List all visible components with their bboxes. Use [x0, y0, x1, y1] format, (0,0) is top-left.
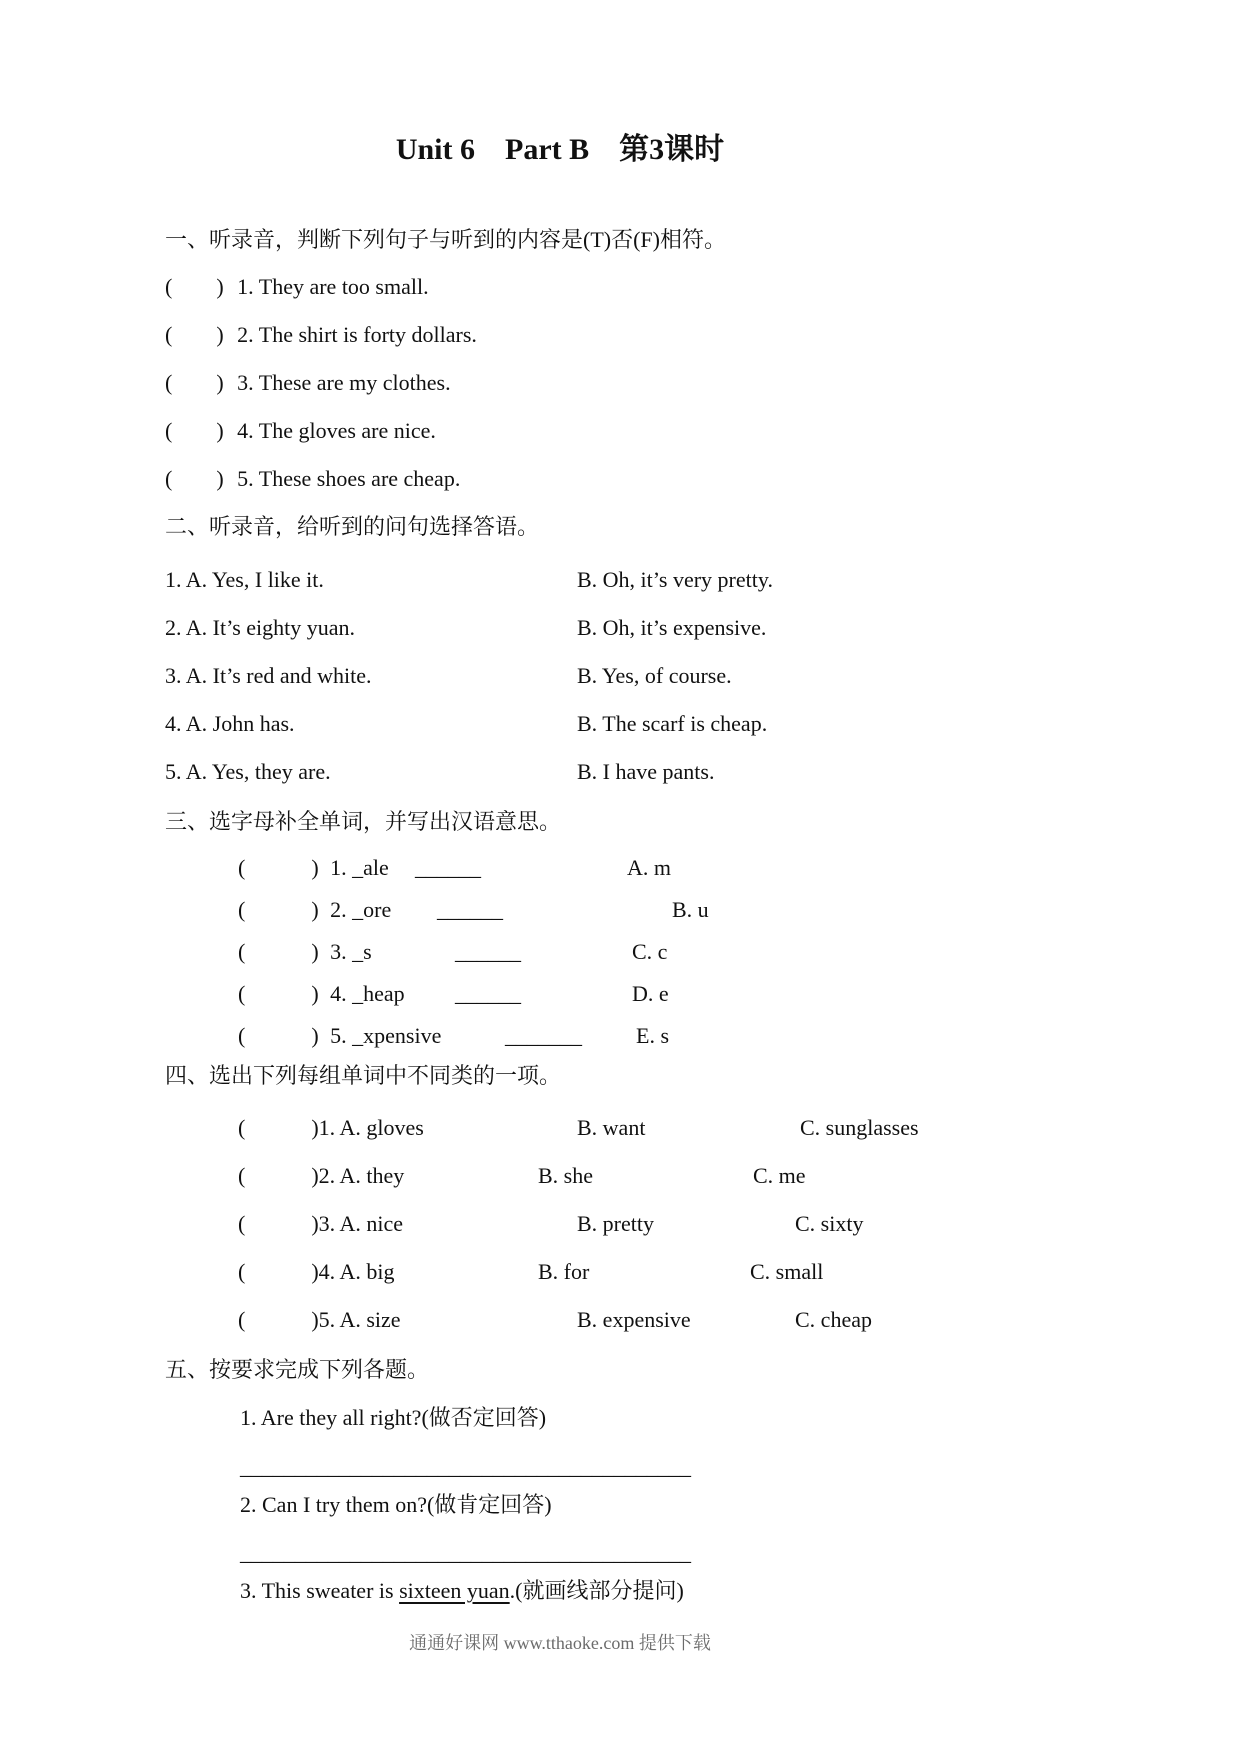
- worksheet-page: [165, 0, 955, 1656]
- rewrite-item-text: 1. Are they all right?(做否定回答): [240, 1405, 547, 1430]
- option-a: 1. A. Yes, I like it.: [165, 567, 324, 592]
- option-c: C. me: [753, 1163, 806, 1188]
- letter-option: E. s: [636, 1023, 669, 1048]
- listening-item-text: 2. The shirt is forty dollars.: [237, 322, 477, 347]
- listening-item-text: 4. The gloves are nice.: [237, 418, 436, 443]
- rewrite-item: [165, 1490, 955, 1520]
- word-row: [165, 853, 955, 883]
- option-a: 3. A. It’s red and white.: [165, 663, 372, 688]
- letter-option: B. u: [672, 897, 709, 922]
- answer-bracket: ( ): [238, 1259, 319, 1284]
- option-b: B. Oh, it’s expensive.: [577, 615, 767, 640]
- option-b: B. expensive: [577, 1307, 691, 1332]
- underlined-phrase: sixteen yuan: [399, 1578, 510, 1603]
- answer-bracket: ( ): [165, 370, 224, 395]
- letter-option: A. m: [627, 855, 671, 880]
- option-a: 1. A. gloves: [318, 1115, 424, 1140]
- option-a: 4. A. John has.: [165, 711, 295, 736]
- footer-credit: 通通好课网 www.tthaoke.com 提供下载: [409, 1633, 711, 1653]
- rewrite-item: [165, 1576, 955, 1606]
- listening-item: [165, 272, 955, 302]
- answer-blank-line: [165, 1538, 955, 1568]
- meaning-blank: ______: [415, 855, 481, 880]
- word-row: [165, 1021, 955, 1051]
- letter-option: D. e: [632, 981, 669, 1006]
- word-stem: 3. _s: [330, 939, 372, 964]
- meaning-blank: ______: [437, 897, 503, 922]
- rewrite-item-text: 2. Can I try them on?(做肯定回答): [240, 1492, 552, 1517]
- blank-line-text: _________________________________________: [240, 1454, 691, 1479]
- option-a: 5. A. size: [318, 1307, 401, 1332]
- section1-heading: 一、听录音，判断下列句子与听到的内容是(T)否(F)相符。: [165, 227, 726, 252]
- option-b: B. The scarf is cheap.: [577, 711, 768, 736]
- option-c: C. small: [750, 1259, 824, 1284]
- blank-line-text: _________________________________________: [240, 1540, 691, 1565]
- option-b: B. want: [577, 1115, 646, 1140]
- option-b: B. Oh, it’s very pretty.: [577, 567, 773, 592]
- answer-bracket: ( ): [238, 1163, 319, 1188]
- letter-option: C. c: [632, 939, 668, 964]
- answer-bracket: ( ): [165, 322, 224, 347]
- option-a: 5. A. Yes, they are.: [165, 759, 331, 784]
- rewrite-item: [165, 1403, 955, 1433]
- section3-heading: 三、选字母补全单词，并写出汉语意思。: [165, 809, 562, 834]
- answer-bracket: ( ): [238, 1023, 319, 1048]
- choice-row: [165, 757, 955, 787]
- odd-one-out-row: [165, 1161, 955, 1191]
- rewrite-item-prefix: 3. This sweater is: [240, 1578, 400, 1603]
- answer-bracket: ( ): [238, 939, 319, 964]
- option-b: B. Yes, of course.: [577, 663, 732, 688]
- odd-one-out-row: [165, 1209, 955, 1239]
- answer-bracket: ( ): [165, 274, 224, 299]
- odd-one-out-row: [165, 1113, 955, 1143]
- answer-bracket: ( ): [238, 855, 319, 880]
- page-title: Unit 6 Part B 第3课时: [395, 133, 725, 166]
- option-c: C. sixty: [795, 1211, 864, 1236]
- section4-heading: 四、选出下列每组单词中不同类的一项。: [165, 1063, 562, 1088]
- listening-item: [165, 464, 955, 494]
- meaning-blank: ______: [455, 981, 521, 1006]
- odd-one-out-row: [165, 1257, 955, 1287]
- option-c: C. sunglasses: [800, 1115, 919, 1140]
- word-row: [165, 937, 955, 967]
- choice-row: [165, 661, 955, 691]
- rewrite-item-suffix: .(就画线部分提问): [509, 1578, 684, 1603]
- answer-bracket: ( ): [238, 1307, 319, 1332]
- option-b: B. for: [538, 1259, 590, 1284]
- option-a: 2. A. they: [318, 1163, 405, 1188]
- odd-one-out-row: [165, 1305, 955, 1335]
- listening-item: [165, 320, 955, 350]
- choice-row: [165, 613, 955, 643]
- meaning-blank: ______: [455, 939, 521, 964]
- choice-row: [165, 709, 955, 739]
- answer-bracket: ( ): [238, 897, 319, 922]
- meaning-blank: _______: [505, 1023, 582, 1048]
- answer-bracket: ( ): [165, 466, 224, 491]
- option-a: 4. A. big: [318, 1259, 395, 1284]
- listening-item-text: 5. These shoes are cheap.: [237, 466, 461, 491]
- answer-blank-line: [165, 1452, 955, 1482]
- listening-item-text: 3. These are my clothes.: [237, 370, 451, 395]
- word-stem: 1. _ale: [330, 855, 389, 880]
- word-row: [165, 979, 955, 1009]
- option-b: B. she: [538, 1163, 593, 1188]
- answer-bracket: ( ): [165, 418, 224, 443]
- listening-item-text: 1. They are too small.: [237, 274, 429, 299]
- answer-bracket: ( ): [238, 1211, 319, 1236]
- word-stem: 5. _xpensive: [330, 1023, 442, 1048]
- option-b: B. I have pants.: [577, 759, 715, 784]
- word-stem: 2. _ore: [330, 897, 392, 922]
- section5-heading: 五、按要求完成下列各题。: [165, 1357, 430, 1382]
- option-a: 3. A. nice: [318, 1211, 403, 1236]
- option-b: B. pretty: [577, 1211, 654, 1236]
- choice-row: [165, 565, 955, 595]
- word-stem: 4. _heap: [330, 981, 405, 1006]
- answer-bracket: ( ): [238, 981, 319, 1006]
- option-c: C. cheap: [795, 1307, 872, 1332]
- listening-item: [165, 416, 955, 446]
- listening-item: [165, 368, 955, 398]
- word-row: [165, 895, 955, 925]
- section2-heading: 二、听录音，给听到的问句选择答语。: [165, 514, 540, 539]
- answer-bracket: ( ): [238, 1115, 319, 1140]
- option-a: 2. A. It’s eighty yuan.: [165, 615, 356, 640]
